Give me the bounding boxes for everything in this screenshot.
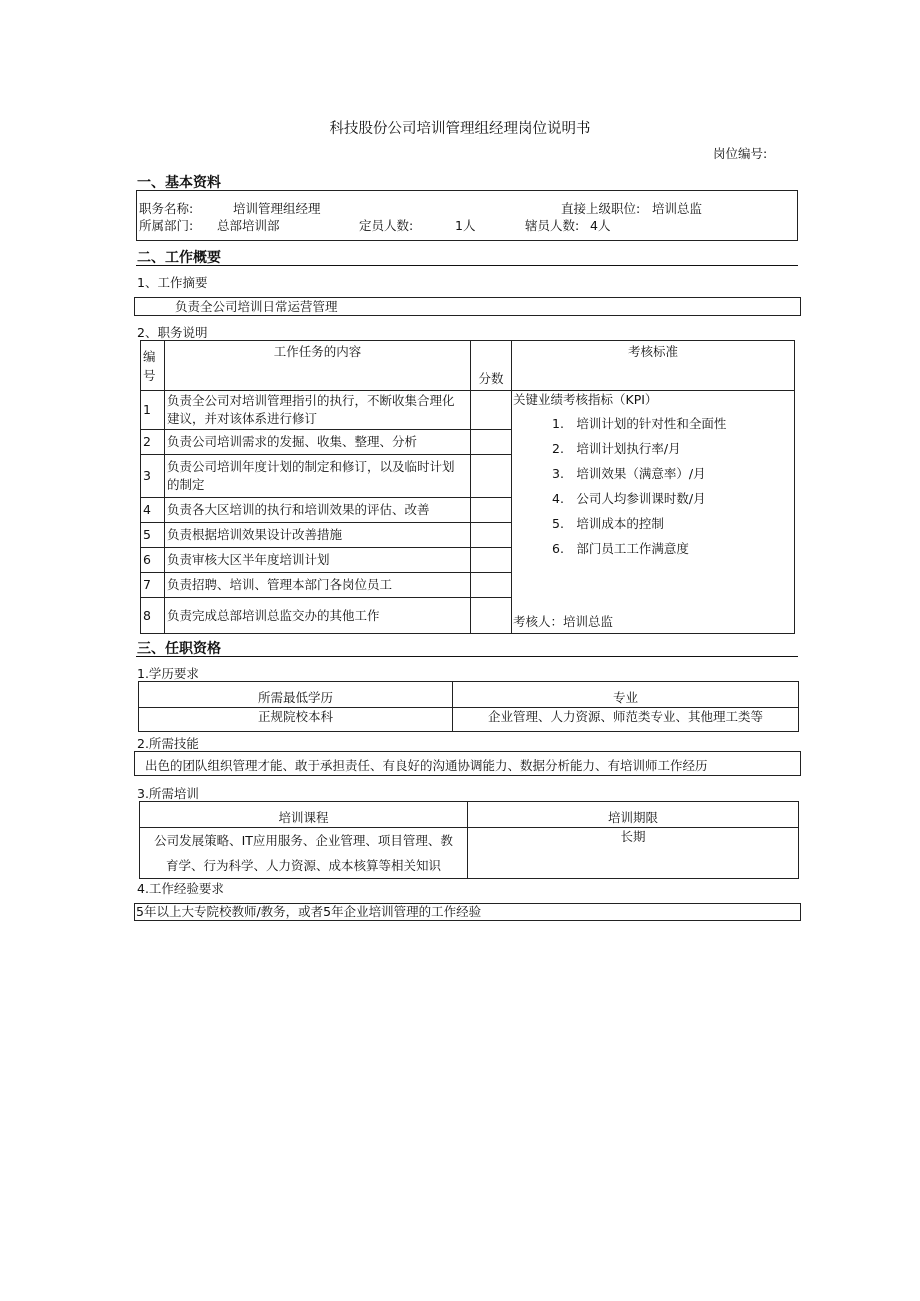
summary-box [134, 297, 801, 316]
task-score [471, 391, 512, 430]
training-col-duration: 培训期限 [468, 802, 799, 828]
task-score [471, 573, 512, 598]
section-basic-info-heading: 一、基本资料 [137, 175, 221, 191]
task-score [471, 598, 512, 634]
task-number: 6 [141, 548, 165, 573]
list-item: 4. 公司人均参训课时数/月 [552, 491, 706, 506]
list-item: 6. 部门员工工作满意度 [552, 541, 689, 556]
task-number: 8 [141, 598, 165, 634]
basic-info-box [136, 190, 798, 241]
department-label: 所属部门: [139, 218, 194, 233]
col-criteria-header: 考核标准 [512, 341, 795, 391]
table-row [140, 828, 799, 879]
table-row [139, 682, 799, 708]
section-rule [136, 265, 798, 266]
edu-col-level: 所需最低学历 [139, 682, 453, 708]
training-table [139, 801, 799, 879]
task-score [471, 548, 512, 573]
subordinates-value: 4人 [590, 218, 611, 233]
page-title: 科技股份公司培训管理组经理岗位说明书 [329, 121, 591, 137]
task-score [471, 430, 512, 455]
experience-box [134, 903, 801, 921]
task-score [471, 455, 512, 498]
duties-header-row [141, 341, 795, 391]
training-col-course: 培训课程 [140, 802, 468, 828]
task-content: 负责招聘、培训、管理本部门各岗位员工 [165, 573, 471, 598]
kpi-title: 关键业绩考核指标（KPI） [513, 392, 658, 407]
job-title-label: 职务名称: [139, 201, 194, 216]
task-content: 负责全公司对培训管理指引的执行，不断收集合理化 建议，并对该体系进行修订 [165, 391, 471, 430]
summary-heading: 1、工作摘要 [137, 275, 208, 290]
kpi-list [552, 411, 726, 561]
edu-level-value: 正规院校本科 [139, 708, 453, 732]
task-number: 4 [141, 498, 165, 523]
section-qualifications-heading: 三、任职资格 [137, 641, 221, 657]
training-duration-value: 长期 [468, 828, 799, 879]
kpi-cell [512, 391, 795, 634]
list-item: 5. 培训成本的控制 [552, 516, 664, 531]
task-score [471, 498, 512, 523]
assessor: 考核人：培训总监 [513, 614, 614, 629]
col-number-line1: 编 [143, 349, 156, 364]
col-number-header [141, 341, 165, 391]
education-table [138, 681, 799, 732]
task-content: 负责完成总部培训总监交办的其他工作 [165, 598, 471, 634]
table-row [140, 802, 799, 828]
post-number-label: 岗位编号: [713, 146, 768, 161]
task-content: 负责公司培训需求的发掘、收集、整理、分析 [165, 430, 471, 455]
task-content: 负责各大区培训的执行和培训效果的评估、改善 [165, 498, 471, 523]
headcount-label: 定员人数: [359, 218, 414, 233]
experience-heading: 4.工作经验要求 [137, 881, 224, 896]
col-number-line2: 号 [143, 368, 156, 383]
edu-col-major: 专业 [453, 682, 799, 708]
superior-value: 培训总监 [652, 201, 703, 216]
skills-box [134, 751, 801, 776]
task-number: 1 [141, 391, 165, 430]
education-heading: 1.学历要求 [137, 666, 199, 681]
table-row [141, 391, 795, 430]
experience-text: 5年以上大专院校教师/教务，或者5年企业培训管理的工作经验 [136, 904, 482, 919]
summary-text: 负责全公司培训日常运营管理 [175, 299, 338, 314]
task-number: 7 [141, 573, 165, 598]
list-item: 2. 培训计划执行率/月 [552, 441, 681, 456]
task-number: 5 [141, 523, 165, 548]
edu-major-value: 企业管理、人力资源、师范类专业、其他理工类等 [453, 708, 799, 732]
table-row [139, 708, 799, 732]
task-score [471, 523, 512, 548]
col-task-header: 工作任务的内容 [165, 341, 471, 391]
section-work-overview-heading: 二、工作概要 [137, 250, 221, 266]
job-title-value: 培训管理组经理 [233, 201, 321, 216]
task-number: 3 [141, 455, 165, 498]
section-rule [136, 656, 798, 657]
skills-text: 出色的团队组织管理才能、敢于承担责任、有良好的沟通协调能力、数据分析能力、有培训师工作经历 [145, 758, 708, 773]
task-content: 负责公司培训年度计划的制定和修订，以及临时计划 的制定 [165, 455, 471, 498]
duties-table [140, 340, 795, 634]
list-item: 3. 培训效果（满意率）/月 [552, 466, 706, 481]
subordinates-label: 辖员人数: [525, 218, 580, 233]
department-value: 总部培训部 [217, 218, 280, 233]
list-item: 1. 培训计划的针对性和全面性 [552, 416, 727, 431]
col-score-header: 分数 [471, 341, 512, 391]
headcount-value: 1人 [455, 218, 476, 233]
training-course-value: 公司发展策略、IT应用服务、企业管理、项目管理、教 育学、行为科学、人力资源、成本核算等相关知识 [140, 828, 468, 879]
training-heading: 3.所需培训 [137, 786, 199, 801]
skills-heading: 2.所需技能 [137, 736, 199, 751]
task-content: 负责根据培训效果设计改善措施 [165, 523, 471, 548]
task-content: 负责审核大区半年度培训计划 [165, 548, 471, 573]
duties-heading: 2、职务说明 [137, 325, 208, 340]
superior-label: 直接上级职位: [561, 201, 641, 216]
task-number: 2 [141, 430, 165, 455]
